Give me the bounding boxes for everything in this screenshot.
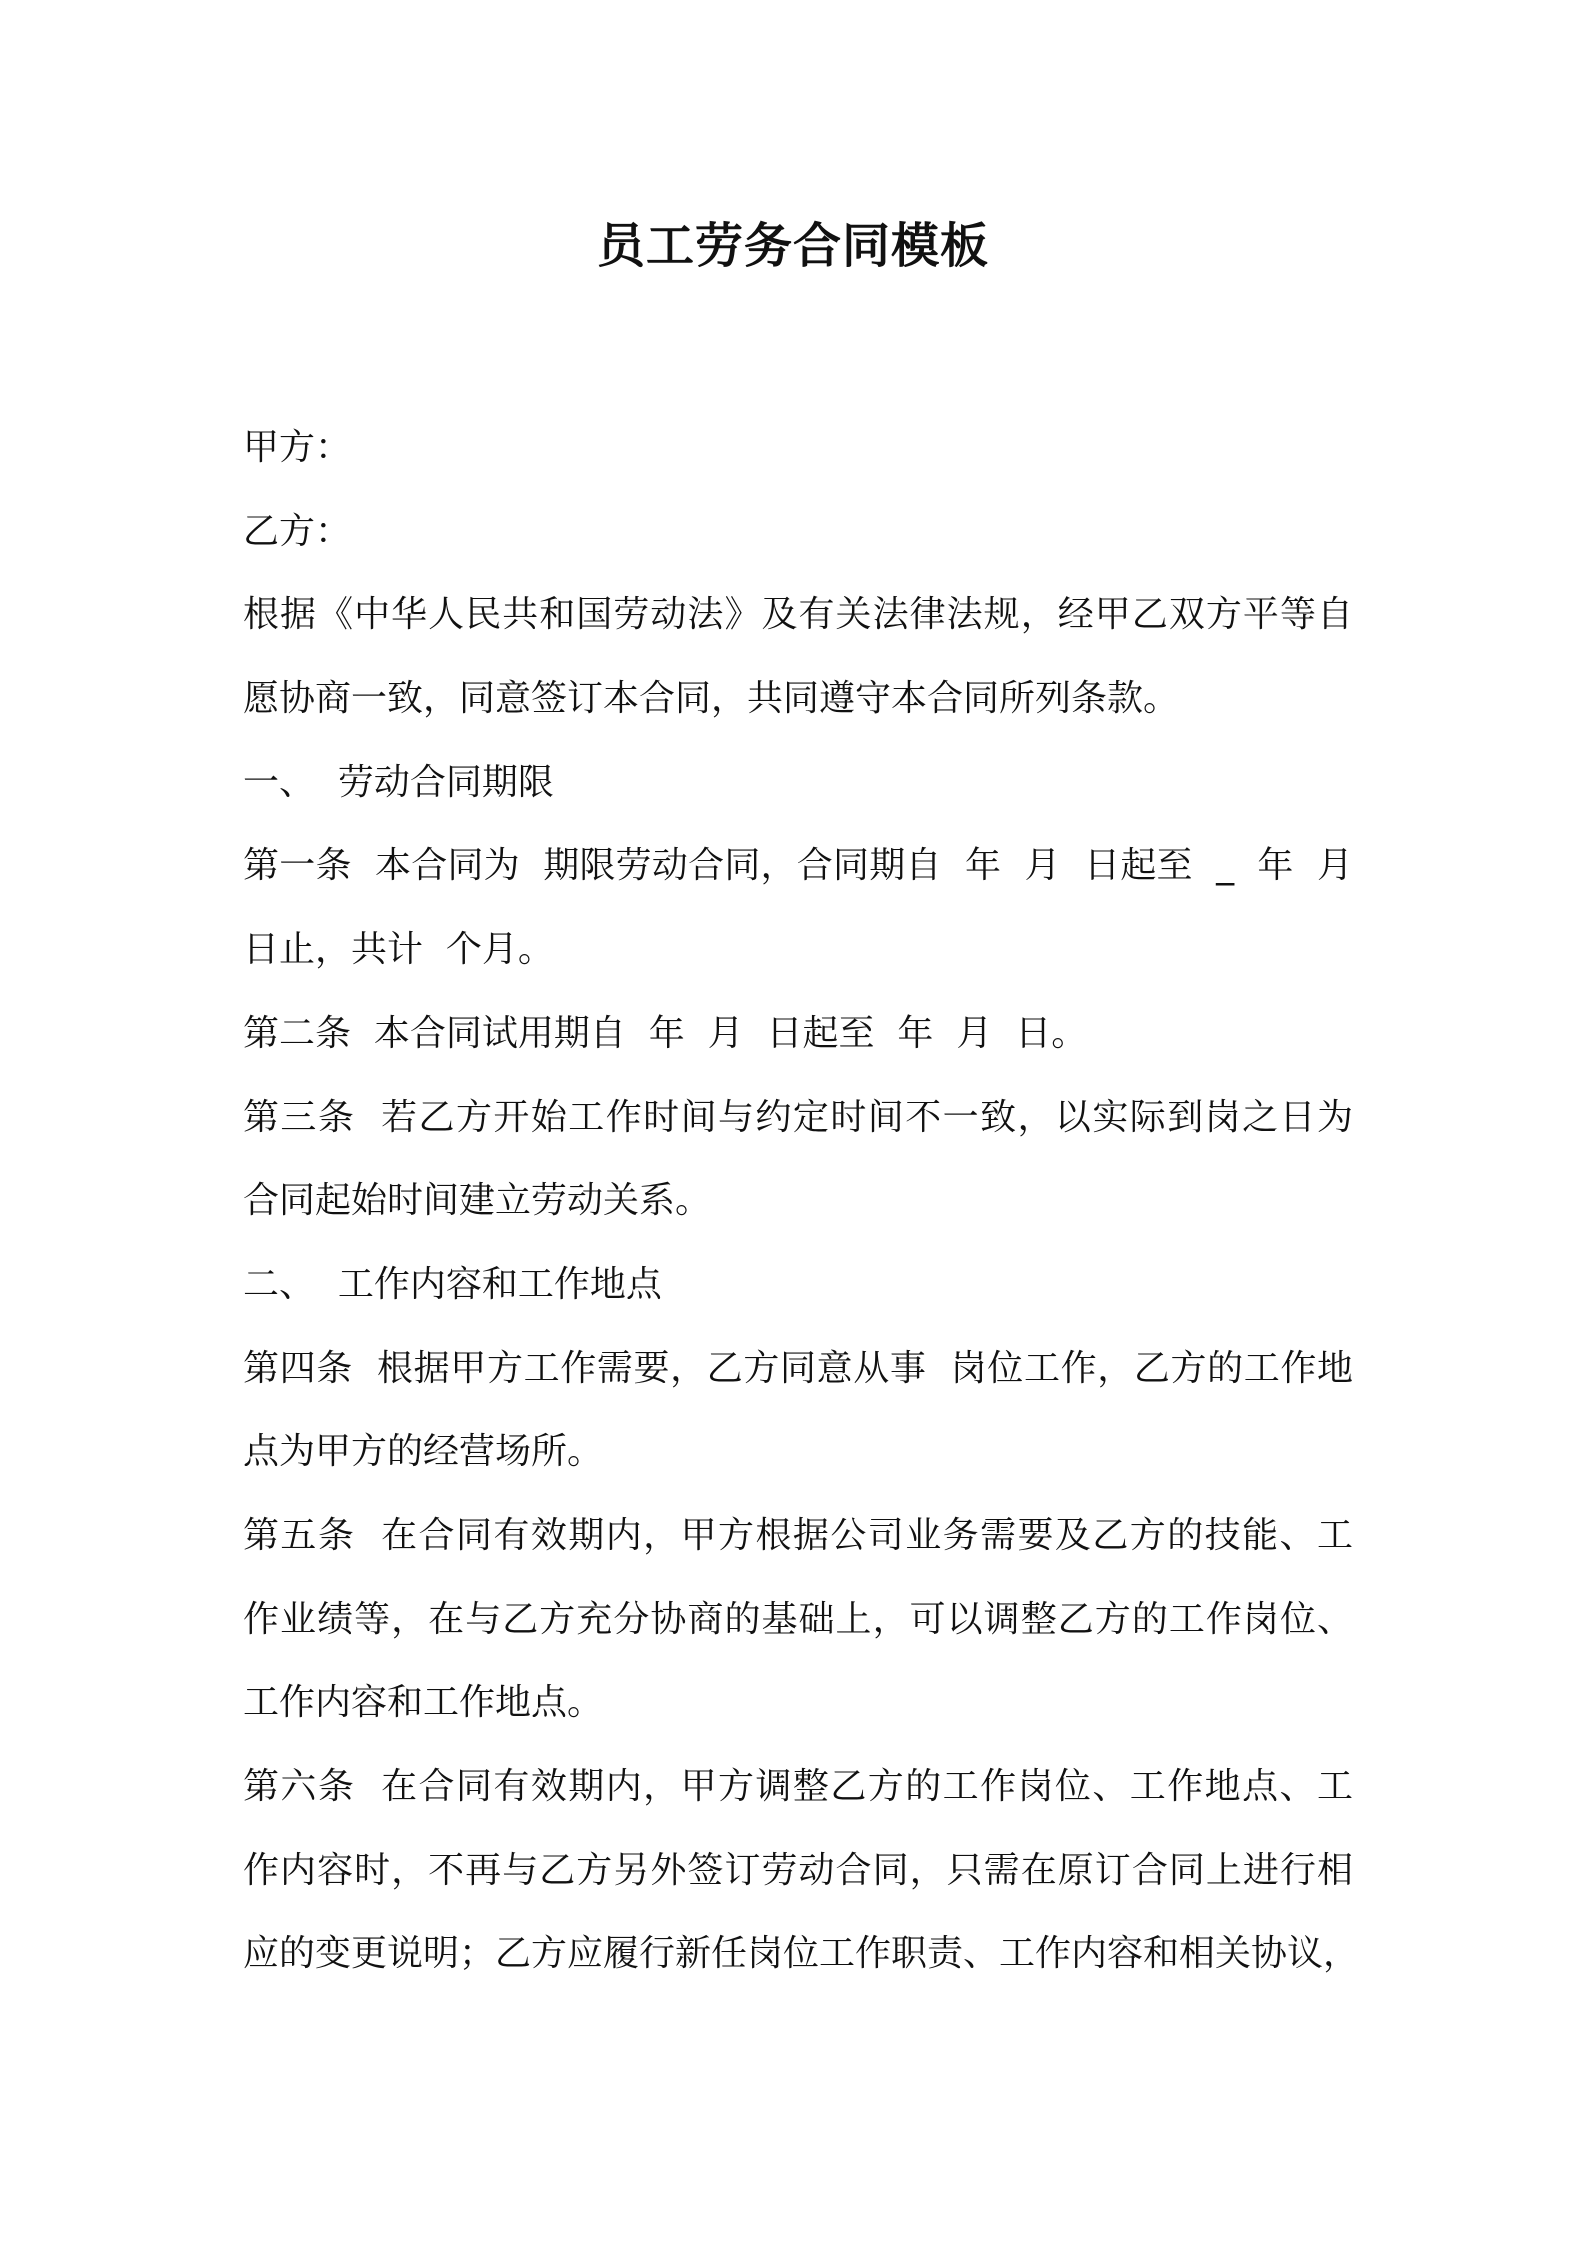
article-2-line: 第二条 本合同试用期自 年 月 日起至 年 月 日。 — [243, 1012, 1088, 1054]
article-6-line-1: 第六条 在合同有效期内，甲方调整乙方的工作岗位、工作地点、工 — [243, 1766, 1353, 1807]
article-1-line-2: 日止，共计 个月。 — [243, 929, 554, 971]
preamble-line-2: 愿协商一致，同意签订本合同，共同遵守本合同所列条款。 — [243, 678, 1180, 720]
article-1-line-1: 第一条 本合同为 期限劳动合同，合同期自 年 月 日起至 _ 年 月 — [243, 845, 1353, 887]
section-1-heading: 一、 劳动合同期限 — [243, 761, 554, 803]
article-4-line-1: 第四条 根据甲方工作需要，乙方同意从事 岗位工作，乙方的工作地 — [243, 1347, 1353, 1389]
article-5-line-3: 工作内容和工作地点。 — [243, 1682, 604, 1724]
article-5-line-2: 作业绩等，在与乙方充分协商的基础上，可以调整乙方的工作岗位、 — [243, 1598, 1353, 1640]
article-3-line-1: 第三条 若乙方开始工作时间与约定时间不一致，以实际到岗之日为 — [243, 1096, 1353, 1138]
article-5-line-1: 第五条 在合同有效期内，甲方根据公司业务需要及乙方的技能、工 — [243, 1514, 1353, 1556]
party-a-line: 甲方： — [243, 427, 352, 468]
party-b-line: 乙方： — [243, 510, 352, 552]
article-6-line-3: 应的变更说明；乙方应履行新任岗位工作职责、工作内容和相关协议， — [243, 1933, 1360, 1975]
preamble-line-1: 根据《中华人民共和国劳动法》及有关法律法规，经甲乙双方平等自 — [243, 594, 1353, 636]
section-2-heading: 二、 工作内容和工作地点 — [243, 1263, 662, 1305]
article-3-line-2: 合同起始时间建立劳动关系。 — [243, 1180, 712, 1222]
article-6-line-2: 作内容时，不再与乙方另外签订劳动合同，只需在原订合同上进行相 — [243, 1849, 1353, 1891]
document-title: 员工劳务合同模板 — [596, 218, 989, 274]
article-4-line-2: 点为甲方的经营场所。 — [243, 1431, 604, 1473]
document-body — [243, 406, 1360, 1996]
